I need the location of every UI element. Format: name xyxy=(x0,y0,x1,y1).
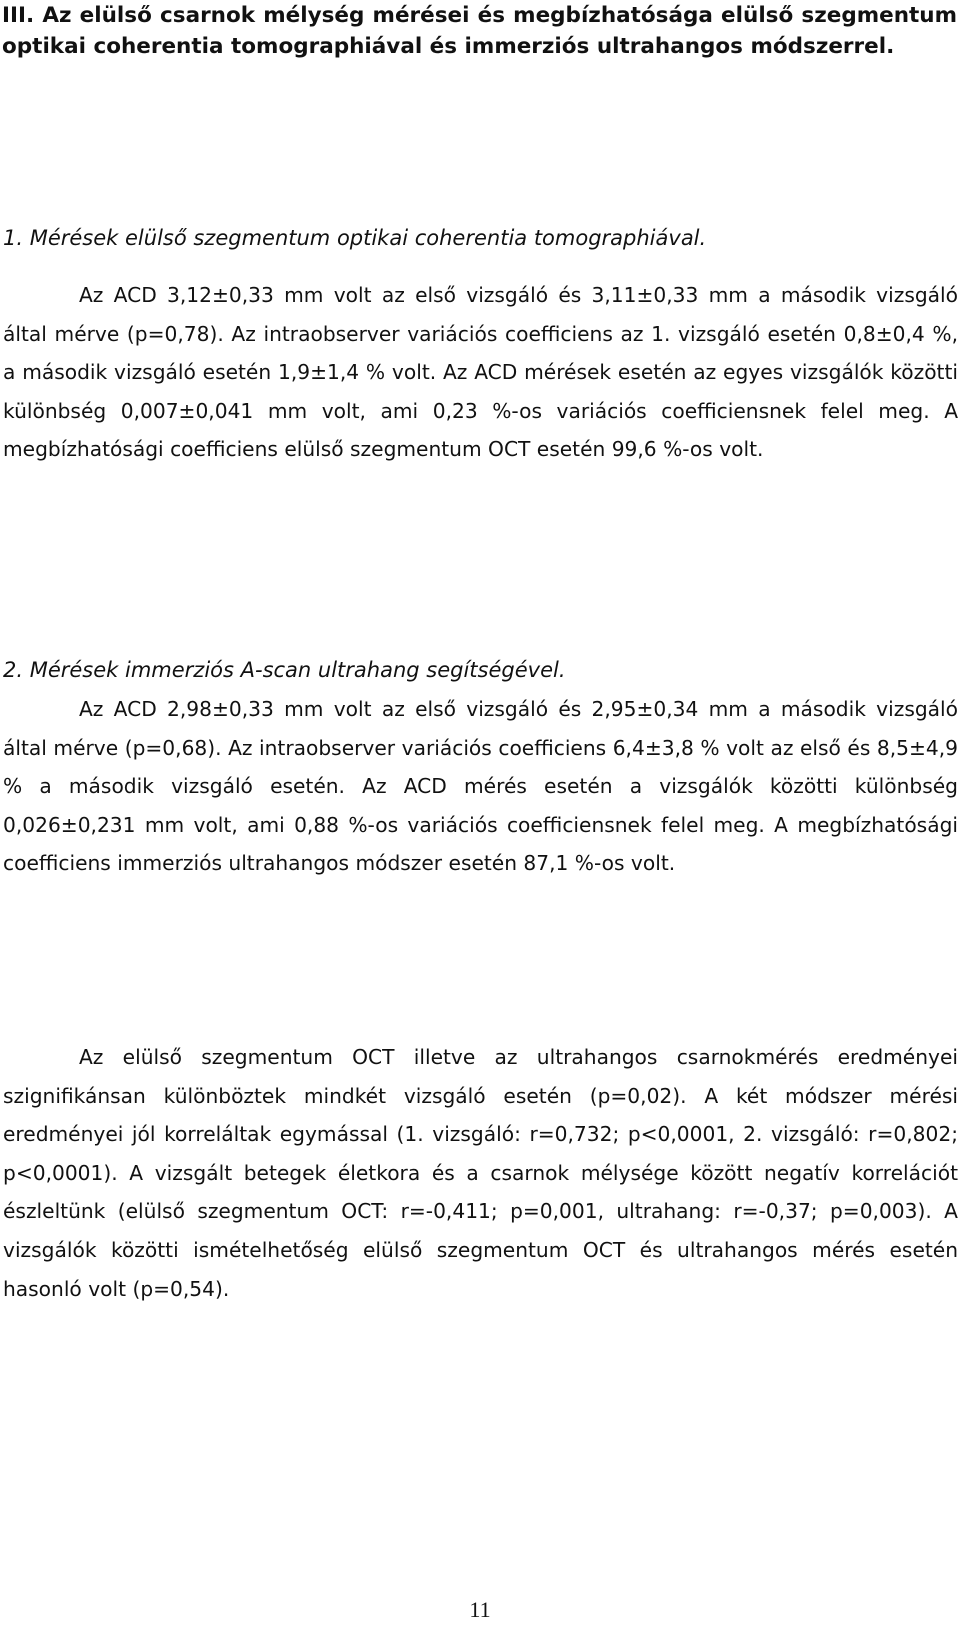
paragraph-oct-results: Az ACD 3,12±0,33 mm volt az első vizsgáló és 3,11±0,33 mm a második vizsgáló által mérve (p=0,78). Az intraobserver variációs coefficiens az 1. vizsgáló esetén 0,8±0,4 %, a második vizsgáló esetén 1,9±1,4 % volt. Az ACD mérések esetén az egyes vizsgálók közötti különbség 0,007±0,041 mm volt, ami 0,23 %-os variációs coefficiensnek felel meg. A megbízhatósági coefficiens elülső szegmentum OCT esetén 99,6 %-os volt. xyxy=(3,283,958,462)
page-number: 11 xyxy=(469,1597,491,1622)
section-heading-ultrasound: 2. Mérések immerziós A-scan ultrahang segítségével. xyxy=(3,658,566,682)
paragraph-ultrasound-results: Az ACD 2,98±0,33 mm volt az első vizsgáló és 2,95±0,34 mm a második vizsgáló által mérve (p=0,68). Az intraobserver variációs coefficiens 6,4±3,8 % volt az első és 8,5±4,9 % a második vizsgáló esetén. Az ACD mérés esetén a vizsgálók közötti különbség 0,026±0,231 mm volt, ami 0,88 %-os variációs coefficiensnek felel meg. A megbízhatósági coefficiens immerziós ultrahangos módszer esetén 87,1 %-os volt. xyxy=(3,697,958,876)
section-heading-oct: 1. Mérések elülső szegmentum optikai coherentia tomographiával. xyxy=(3,226,707,250)
paragraph-comparison-summary: Az elülső szegmentum OCT illetve az ultrahangos csarnokmérés eredményei szignifikánsan különböztek mindkét vizsgáló esetén (p=0,02). A két módszer mérési eredményei jól korreláltak egymással (1. vizsgáló: r=0,732; p<0,0001, 2. vizsgáló: r=0,802; p<0,0001). A vizsgált betegek életkora és a csarnok mélysége között negatív korrelációt észleltünk (elülső szegmentum OCT: r=-0,411; p=0,001, ultrahang: r=-0,37; p=0,003). A vizsgálók közötti ismételhetőség elülső szegmentum OCT és ultrahangos mérés esetén hasonló volt (p=0,54). xyxy=(3,1045,958,1301)
chapter-title: III. Az elülső csarnok mélység mérései és megbízhatósága elülső szegmentum optikai coherentia tomographiával és immerziós ultrahangos módszerrel. xyxy=(2,3,957,59)
